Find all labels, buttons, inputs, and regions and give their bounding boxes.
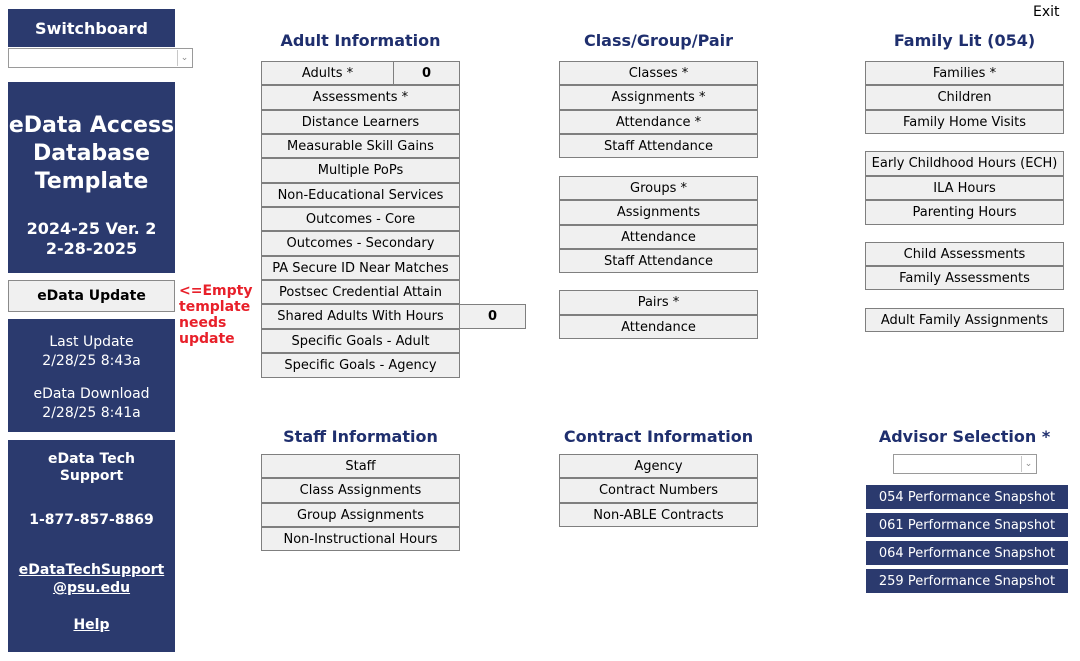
exit-link[interactable]: Exit (1033, 4, 1060, 20)
pair-attendance-button[interactable]: Attendance (559, 315, 758, 339)
snapshot-061-button[interactable]: 061 Performance Snapshot (866, 513, 1068, 537)
app-title: eData Access Database Template (8, 113, 175, 194)
advisor-combo[interactable] (893, 454, 1037, 474)
staff-group-assignments-button[interactable]: Group Assignments (261, 503, 460, 527)
non-able-contracts-button[interactable]: Non-ABLE Contracts (559, 503, 758, 527)
advisor-selection-heading: Advisor Selection * (878, 427, 1051, 446)
non-educational-services-button[interactable]: Non-Educational Services (261, 183, 460, 207)
adults-button[interactable]: Adults * (261, 61, 394, 85)
edata-update-button[interactable]: eData Update (8, 280, 175, 312)
class-group-pair-heading: Class/Group/Pair (583, 31, 734, 50)
adult-info-heading: Adult Information (280, 31, 441, 50)
children-button[interactable]: Children (865, 85, 1064, 110)
family-assessments-button[interactable]: Family Assessments (865, 266, 1064, 290)
pa-secure-id-button[interactable]: PA Secure ID Near Matches (261, 256, 460, 280)
adults-count: 0 (393, 61, 460, 85)
classes-button[interactable]: Classes * (559, 61, 758, 85)
group-attendance-button[interactable]: Attendance (559, 225, 758, 249)
version-label: 2024-25 Ver. 2 (26, 219, 157, 238)
class-attendance-button[interactable]: Attendance * (559, 110, 758, 134)
download-label: eData Download (33, 386, 150, 402)
help-link[interactable]: Help (73, 617, 110, 633)
support-title: eData Tech Support (47, 451, 136, 484)
contract-info-heading: Contract Information (563, 427, 754, 446)
last-update-value: 2/28/25 8:43a (42, 353, 141, 369)
staff-button[interactable]: Staff (261, 454, 460, 478)
agency-button[interactable]: Agency (559, 454, 758, 478)
specific-goals-agency-button[interactable]: Specific Goals - Agency (261, 353, 460, 378)
specific-goals-adult-button[interactable]: Specific Goals - Adult (261, 329, 460, 353)
update-info-panel (8, 319, 175, 432)
shared-adults-button[interactable]: Shared Adults With Hours (261, 304, 460, 329)
outcomes-secondary-button[interactable]: Outcomes - Secondary (261, 231, 460, 256)
non-instructional-hours-button[interactable]: Non-Instructional Hours (261, 527, 460, 551)
shared-adults-count: 0 (459, 304, 526, 329)
snapshot-259-button[interactable]: 259 Performance Snapshot (866, 569, 1068, 593)
early-childhood-hours-button[interactable]: Early Childhood Hours (ECH) (865, 151, 1064, 176)
app-title-panel (8, 82, 175, 273)
class-staff-attendance-button[interactable]: Staff Attendance (559, 134, 758, 158)
class-assignments-button[interactable]: Assignments * (559, 85, 758, 110)
postsec-credential-button[interactable]: Postsec Credential Attain (261, 280, 460, 304)
distance-learners-button[interactable]: Distance Learners (261, 110, 460, 134)
staff-class-assignments-button[interactable]: Class Assignments (261, 478, 460, 503)
update-warning: <=Empty template needs update (179, 283, 253, 347)
group-assignments-button[interactable]: Assignments (559, 200, 758, 225)
switchboard-title: Switchboard (8, 9, 175, 47)
assessments-button[interactable]: Assessments * (261, 85, 460, 110)
version-date: 2-28-2025 (45, 239, 138, 258)
multiple-pops-button[interactable]: Multiple PoPs (261, 158, 460, 183)
family-lit-heading: Family Lit (054) (893, 31, 1036, 50)
staff-info-heading: Staff Information (283, 427, 438, 446)
outcomes-core-button[interactable]: Outcomes - Core (261, 207, 460, 231)
ila-hours-button[interactable]: ILA Hours (865, 176, 1064, 200)
switchboard-combo[interactable] (8, 48, 193, 68)
adult-family-assignments-button[interactable]: Adult Family Assignments (865, 308, 1064, 332)
family-home-visits-button[interactable]: Family Home Visits (865, 110, 1064, 134)
groups-button[interactable]: Groups * (559, 176, 758, 200)
group-staff-attendance-button[interactable]: Staff Attendance (559, 249, 758, 273)
download-value: 2/28/25 8:41a (42, 405, 141, 421)
snapshot-064-button[interactable]: 064 Performance Snapshot (866, 541, 1068, 565)
pairs-button[interactable]: Pairs * (559, 290, 758, 315)
chevron-down-icon[interactable]: ⌄ (1021, 456, 1035, 472)
last-update-label: Last Update (49, 334, 134, 350)
support-panel (8, 440, 175, 652)
chevron-down-icon[interactable]: ⌄ (177, 50, 191, 66)
measurable-skill-gains-button[interactable]: Measurable Skill Gains (261, 134, 460, 158)
parenting-hours-button[interactable]: Parenting Hours (865, 200, 1064, 225)
contract-numbers-button[interactable]: Contract Numbers (559, 478, 758, 503)
support-phone: 1-877-857-8869 (29, 512, 154, 528)
support-email-link[interactable]: eDataTechSupport @psu.edu (18, 562, 165, 596)
snapshot-054-button[interactable]: 054 Performance Snapshot (866, 485, 1068, 509)
families-button[interactable]: Families * (865, 61, 1064, 85)
child-assessments-button[interactable]: Child Assessments (865, 242, 1064, 266)
